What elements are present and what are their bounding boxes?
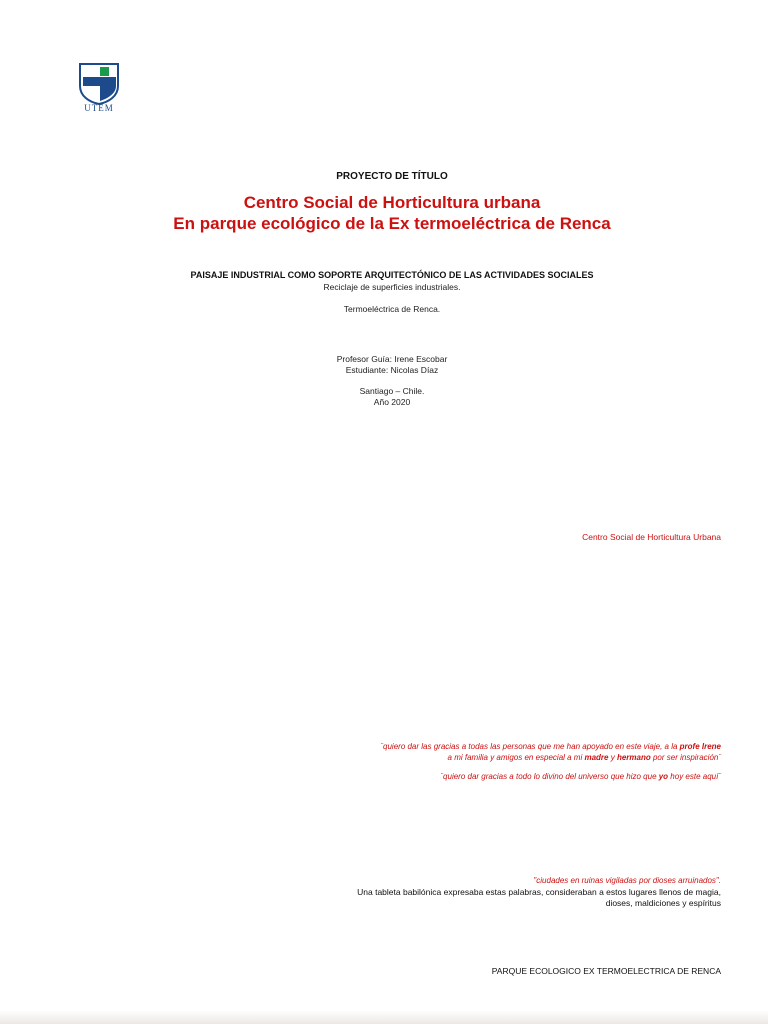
subtitle-thermo: Termoeléctrica de Renca. xyxy=(343,304,441,314)
credit-student: Estudiante: Nicolas Díaz xyxy=(345,365,439,375)
quote-text: y xyxy=(608,753,617,762)
quote-text: por ser inspiración¨ xyxy=(650,753,721,762)
dedication-quote-1-line-2 xyxy=(448,753,721,762)
credit-city: Santiago – Chile. xyxy=(359,386,425,396)
quote-text: a mi familia y amigos en especial a mi xyxy=(447,753,585,762)
utem-logo-text: UTEM xyxy=(84,103,114,113)
project-label: PROYECTO DE TÍTULO xyxy=(336,171,448,182)
dedication-label: Centro Social de Horticultura Urbana xyxy=(582,532,721,542)
subtitle-main: PAISAJE INDUSTRIAL COMO SOPORTE ARQUITECTÓNICO DE LAS ACTIVIDADES SOCIALES xyxy=(190,270,594,280)
quote-emphasis: hermano xyxy=(616,753,651,762)
title-line-1: Centro Social de Horticultura urbana xyxy=(243,193,541,212)
quote-text: hoy este aquí¨ xyxy=(668,772,721,781)
quote-text: ¨quiero dar las gracias a todas las personas que me han apoyado en este viaje, a la xyxy=(380,742,680,751)
page-bottom-edge xyxy=(0,1010,768,1024)
epigraph-line-2: dioses, maldiciones y espíritus xyxy=(605,898,721,908)
title-line-2: En parque ecológico de la Ex termoeléctrica de Renca xyxy=(173,214,611,233)
quote-emphasis: profe Irene xyxy=(679,742,721,751)
credit-professor: Profesor Guía: Irene Escobar xyxy=(336,354,448,364)
subtitle-recycle: Reciclaje de superficies industriales. xyxy=(323,282,461,292)
quote-emphasis: yo xyxy=(658,772,669,781)
dedication-quote-2 xyxy=(440,772,721,781)
epigraph-quote: "ciudades en ruinas vigiladas por dioses arruinados". xyxy=(533,876,721,885)
quote-text: ¨quiero dar gracias a todo lo divino del universo que hizo que xyxy=(440,772,659,781)
epigraph-line-1: Una tableta babilónica expresaba estas palabras, consideraban a estos lugares llenos de magia, xyxy=(357,887,721,897)
footer-label: PARQUE ECOLOGICO EX TERMOELECTRICA DE RENCA xyxy=(491,966,721,976)
dedication-quote-1-line-1 xyxy=(380,742,721,751)
quote-emphasis: madre xyxy=(584,753,609,762)
credit-year: Año 2020 xyxy=(373,397,411,407)
